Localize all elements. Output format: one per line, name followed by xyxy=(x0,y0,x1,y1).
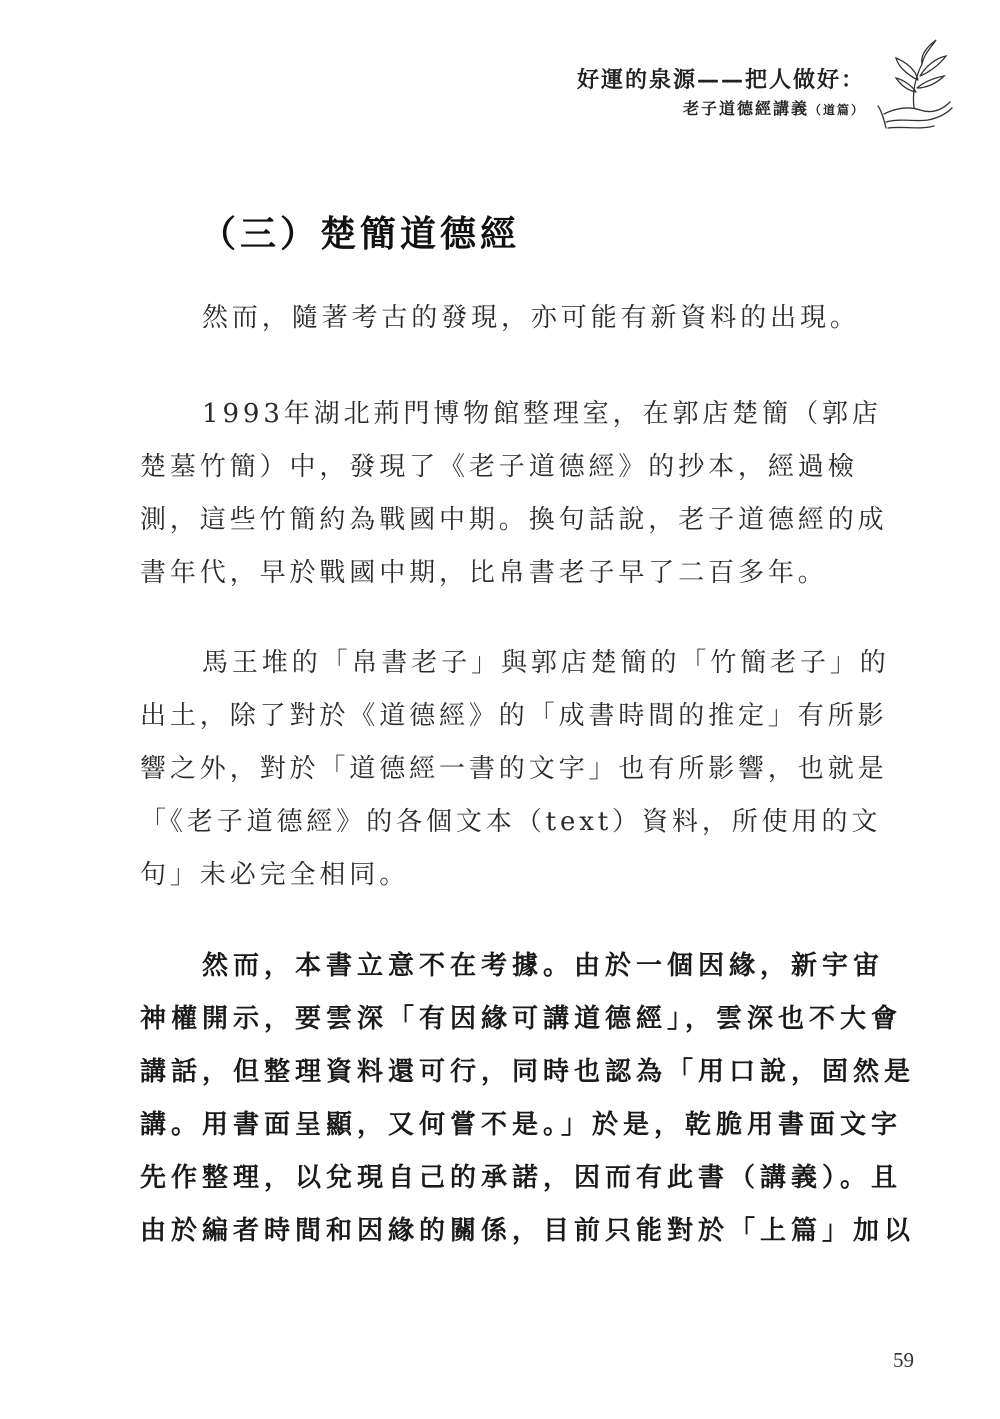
paragraph-4 xyxy=(140,940,915,1258)
text-line: 由於編者時間和因緣的關係，目前只能對於「上篇」加以 xyxy=(140,1216,916,1246)
text-line: 書年代，早於戰國中期，比帛書老子早了二百多年。 xyxy=(140,558,828,588)
paragraph-2 xyxy=(140,388,915,600)
header-subtitle xyxy=(577,96,865,123)
paragraph-1 xyxy=(140,292,915,345)
header-subtitle-main: 老子道德經講義 xyxy=(682,99,809,118)
text-line: 句」未必完全相同。 xyxy=(140,860,410,890)
header-title: 好運的泉源——把人做好： xyxy=(576,68,865,93)
paragraph-3 xyxy=(140,637,915,902)
plant-in-hand-icon xyxy=(876,36,956,136)
text-line: 馬王堆的「帛書老子」與郭店楚簡的「竹簡老子」的 xyxy=(202,648,890,678)
text-line: 神權開示，要雲深「有因緣可講道德經」，雲深也不大會 xyxy=(140,1004,903,1034)
running-header xyxy=(577,66,865,123)
section-title: （三）楚簡道德經 xyxy=(200,214,521,255)
text-line: 然而，隨著考古的發現，亦可能有新資料的出現。 xyxy=(202,303,860,333)
text-line: 1993年湖北荊門博物館整理室，在郭店楚簡（郭店 xyxy=(202,399,882,429)
text-line: 楚墓竹簡）中，發現了《老子道德經》的抄本，經過檢 xyxy=(140,452,858,482)
text-line: 「《老子道德經》的各個文本（text）資料，所使用的文 xyxy=(140,807,882,837)
text-line: 響之外，對於「道德經一書的文字」也有所影響，也就是 xyxy=(140,754,888,784)
text-line: 先作整理，以兌現自己的承諾，因而有此書（講義）。且 xyxy=(140,1163,903,1193)
page-number: 59 xyxy=(893,1348,914,1372)
text-line: 講話，但整理資料還可行，同時也認為「用口說，固然是 xyxy=(140,1057,916,1087)
text-line: 講。用書面呈顯，又何嘗不是。」於是，乾脆用書面文字 xyxy=(140,1110,903,1140)
header-subtitle-note: （道篇） xyxy=(808,103,865,117)
text-line: 然而，本書立意不在考據。由於一個因緣，新宇宙 xyxy=(202,951,885,981)
text-line: 出土，除了對於《道德經》的「成書時間的推定」有所影 xyxy=(140,701,888,731)
text-line: 測，這些竹簡約為戰國中期。換句話說，老子道德經的成 xyxy=(140,505,888,535)
